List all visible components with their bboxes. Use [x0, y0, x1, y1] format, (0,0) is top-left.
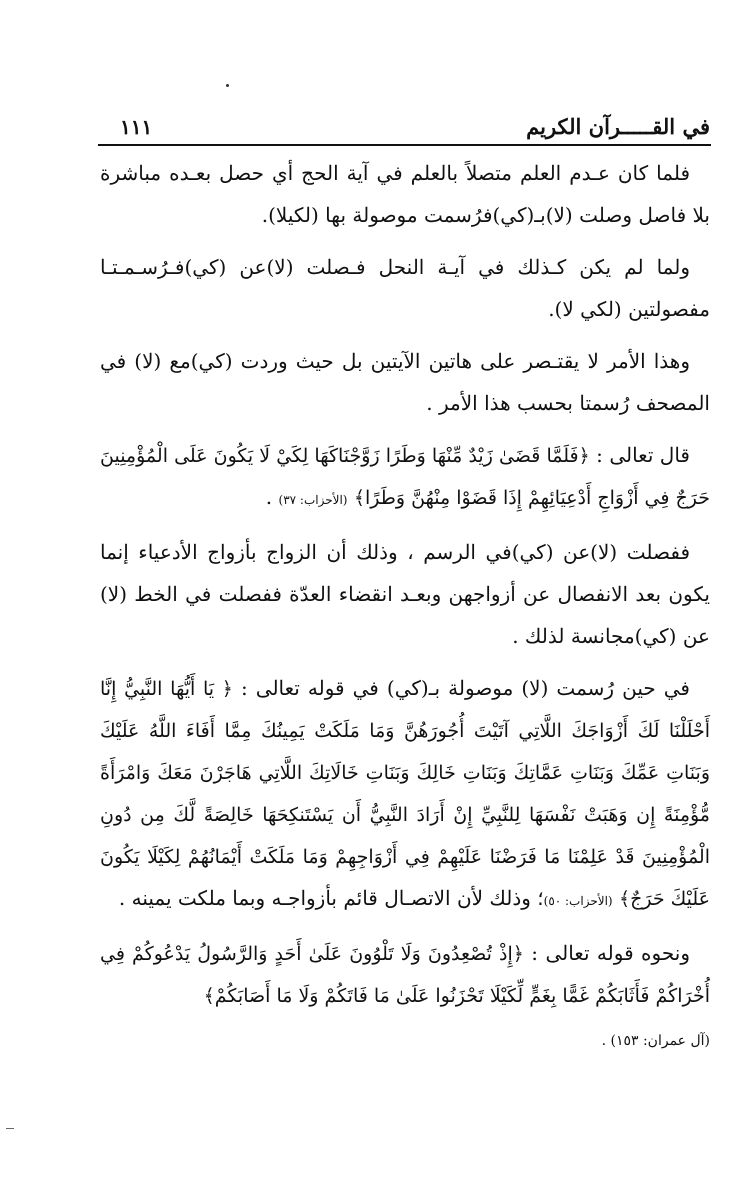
page-body: [100, 152, 710, 1062]
ink-dot: [226, 84, 229, 87]
page-number: ١١١: [120, 115, 153, 139]
quote-paragraph-3: [100, 932, 710, 1016]
page-header: [98, 112, 710, 142]
quote-end-1: .: [265, 485, 279, 509]
verse-source-end-3: .: [601, 1033, 607, 1049]
quran-verse-3: ﴿إِذْ تُصْعِدُونَ وَلَا تَلْوُونَ عَلَىٰ أَحَدٍ وَالرَّسُولُ يَدْعُوكُمْ فِي أُخْرَاكُمْ فَأَثَابَكُمْ غَمًّا بِغَمٍّ لِّكَيْلَا تَحْزَنُوا عَلَىٰ مَا فَاتَكُمْ وَلَا مَا أَصَابَكُمْ﴾: [100, 943, 710, 1007]
quote-intro-2: في حين رُسمت (لا) موصولة بـ(كي) في قوله تعالى :: [232, 676, 690, 700]
quote-paragraph-2: [100, 667, 710, 922]
paragraph-4: ففصلت (لا)عن (كي)في الرسم ، وذلك أن الزواج بأزواج الأدعياء إنما يكون بعد الانفصال عن أزواجهن وبعـد انقضاء العدّة ففصلت في الخط (لا) عن (كي)مجانسة لذلك .: [100, 540, 710, 648]
running-title: في القـــــرآن الكريم: [526, 114, 710, 139]
paragraph-3: وهذا الأمر لا يقتـصر على هاتين الآيتين بل حيث وردت (كي)مع (لا) في المصحف رُسمتا بحسب هذا الأمر .: [100, 349, 710, 415]
header-divider: [98, 144, 711, 146]
paragraph-2: ولما لم يكن كـذلك في آيـة النحل فـصلت (لا)عن (كي)فـرُسـمـتـا مفصولتين (لكي لا).: [100, 255, 710, 321]
scan-edge-mark: [6, 1128, 14, 1129]
quote-after-2: ؛ وذلك لأن الاتصـال قائم بأزواجـه وبما ملكت يمينه .: [118, 886, 544, 910]
quote-paragraph-1: [100, 434, 710, 521]
quote-intro-1: قال تعالى :: [589, 443, 690, 467]
verse-reference-3: (آل عمران: ١٥٣): [610, 1033, 710, 1049]
quran-verse-1: ﴿فَلَمَّا قَضَىٰ زَيْدٌ مِّنْهَا وَطَرًا زَوَّجْنَاكَهَا لِكَيْ لَا يَكُونَ عَلَى الْمُؤْمِنِينَ حَرَجٌ فِي أَزْوَاجِ أَدْعِيَائِهِمْ إِذَا قَضَوْا مِنْهُنَّ وَطَرًا﴾: [100, 445, 710, 509]
paragraph-1: فلما كان عـدم العلم متصلاً بالعلم في آية الحج أي حصل بعـده مباشرة بلا فاصل وصلت (لا)بـ(كي)فرُسمت موصولة بها (لكيلا).: [100, 161, 710, 227]
verse-reference-2: (الأحزاب: ٥٠): [543, 894, 613, 908]
verse-reference-1: (الأحزاب: ٣٧): [278, 493, 348, 507]
quote-intro-3: ونحوه قوله تعالى :: [523, 941, 690, 965]
quran-verse-2: ﴿ يَا أَيُّهَا النَّبِيُّ إِنَّا أَحْلَلْنَا لَكَ أَزْوَاجَكَ اللَّاتِي آتَيْتَ أُجُورَهُنَّ وَمَا مَلَكَتْ يَمِينُكَ مِمَّا أَفَاءَ اللَّهُ عَلَيْكَ وَبَنَاتِ عَمِّكَ وَبَنَاتِ عَمَّاتِكَ وَبَنَاتِ خَالِكَ وَبَنَاتِ خَالَاتِكَ اللَّاتِي هَاجَرْنَ مَعَكَ وَامْرَأَةً مُّؤْمِنَةً إِن وَهَبَتْ نَفْسَهَا لِلنَّبِيِّ إِنْ أَرَادَ النَّبِيُّ أَن يَسْتَنكِحَهَا خَالِصَةً لَّكَ مِن دُونِ الْمُؤْمِنِينَ قَدْ عَلِمْنَا مَا فَرَضْنَا عَلَيْهِمْ فِي أَزْوَاجِهِمْ وَمَا مَلَكَتْ أَيْمَانُهُمْ لِكَيْلَا يَكُونَ عَلَيْكَ حَرَجٌ﴾: [100, 678, 710, 910]
verse-source-3: [100, 1020, 710, 1062]
